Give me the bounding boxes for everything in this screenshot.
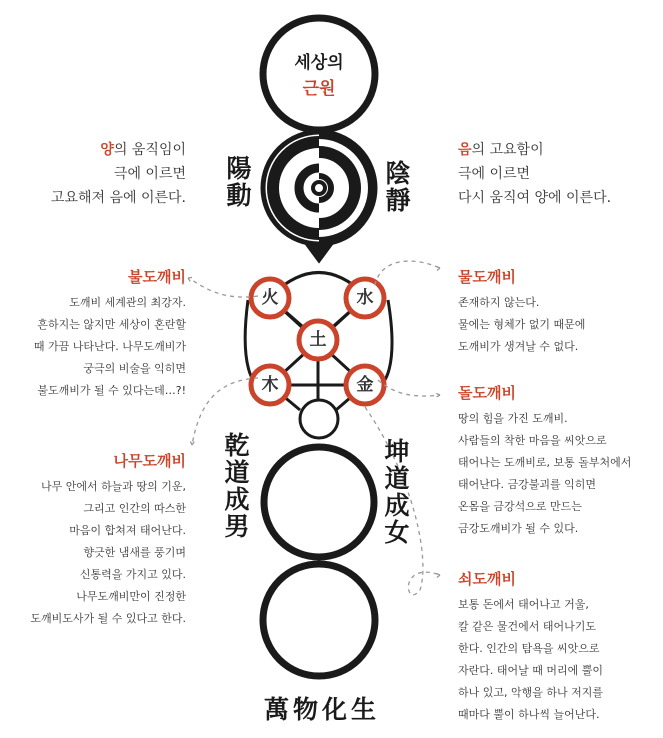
yang-line1: 의 움직임이 [113,142,186,158]
element-wood-label: 木 [261,375,279,395]
fire-goblin-title: 불도깨비 [128,268,186,286]
water-goblin-block [458,266,658,358]
origin-title-line1: 세상의 [294,53,344,73]
iron-goblin-block [458,568,658,726]
calligraphy-yang-move: 陽 動 [226,154,252,210]
tree-goblin-title: 나무도깨비 [113,452,186,470]
tree-goblin-desc: 나무 안에서 하늘과 땅의 기운, 그리고 인간의 따스한 마음이 합쳐져 태어난다. 향긋한 냄새를 풍기며 신통력을 가지고 있다. 나무도깨비만이 진정한 도깨비도사가 될 수 있다고 한다. [30,480,186,625]
calligraphy-kun: 坤 道 成 女 [384,437,410,547]
water-goblin-title: 물도깨비 [458,268,516,286]
yang-label: 양 [100,142,114,158]
element-fire-label: 火 [261,288,279,308]
yang-text [10,138,186,210]
element-earth-label: 土 [309,330,327,350]
yin-line2: 극에 이르면 [458,166,531,182]
myriad-things-circle [263,564,375,676]
fire-goblin-desc: 도깨비 세계관의 최강자. 흔하지는 않지만 세상이 혼란할 때 가끔 나타난다. 나무도깨비가 궁극의 비술을 익히면 불도깨비가 될 수 있다는데…?! [33,296,186,397]
stone-goblin-title: 돌도깨비 [458,384,516,402]
stone-goblin-block [458,382,658,540]
fire-goblin-block [18,266,186,402]
qian-kun-circle [264,447,374,557]
element-metal-label: 金 [356,375,374,395]
yin-line3: 다시 움직여 양에 이른다. [458,190,612,206]
yang-line3: 고요해져 음에 이른다. [50,190,186,206]
stone-goblin-desc: 땅의 힘을 가진 도깨비. 사람들의 착한 마음을 씨앗으로 태어나는 도깨비로, 보통 돌부처에서 태어난다. 금강불괴를 익히면 온몸을 금강석으로 만드는 금강도깨비가 될 수 있다. [458,412,632,535]
element-water-label: 水 [356,288,374,308]
water-goblin-desc: 존재하지 않는다. 물에는 형체가 없기 때문에 도깨비가 생겨날 수 없다. [458,296,586,353]
yin-yang-circle [263,132,375,262]
yin-text [458,138,658,210]
iron-goblin-desc: 보통 돈에서 태어나고 거울, 칼 같은 물건에서 태어나기도 한다. 인간의 탐욕을 씨앗으로 자란다. 태어날 때 머리에 뿔이 하나 있고, 악행을 하나 저지를 때마다 뿔이 하나씩 늘어난다. [458,598,603,721]
calligraphy-yin-still: 陰 靜 [385,159,411,215]
tree-goblin-block [8,450,186,630]
origin-title-line2: 근원 [302,79,336,99]
yin-label: 음 [458,142,472,158]
yin-line1: 의 고요함이 [471,142,544,158]
calligraphy-bottom: 萬物化生 [263,695,381,724]
calligraphy-qian: 乾 道 成 男 [224,431,250,541]
yang-line2: 극에 이르면 [113,166,186,182]
iron-goblin-title: 쇠도깨비 [458,570,516,588]
